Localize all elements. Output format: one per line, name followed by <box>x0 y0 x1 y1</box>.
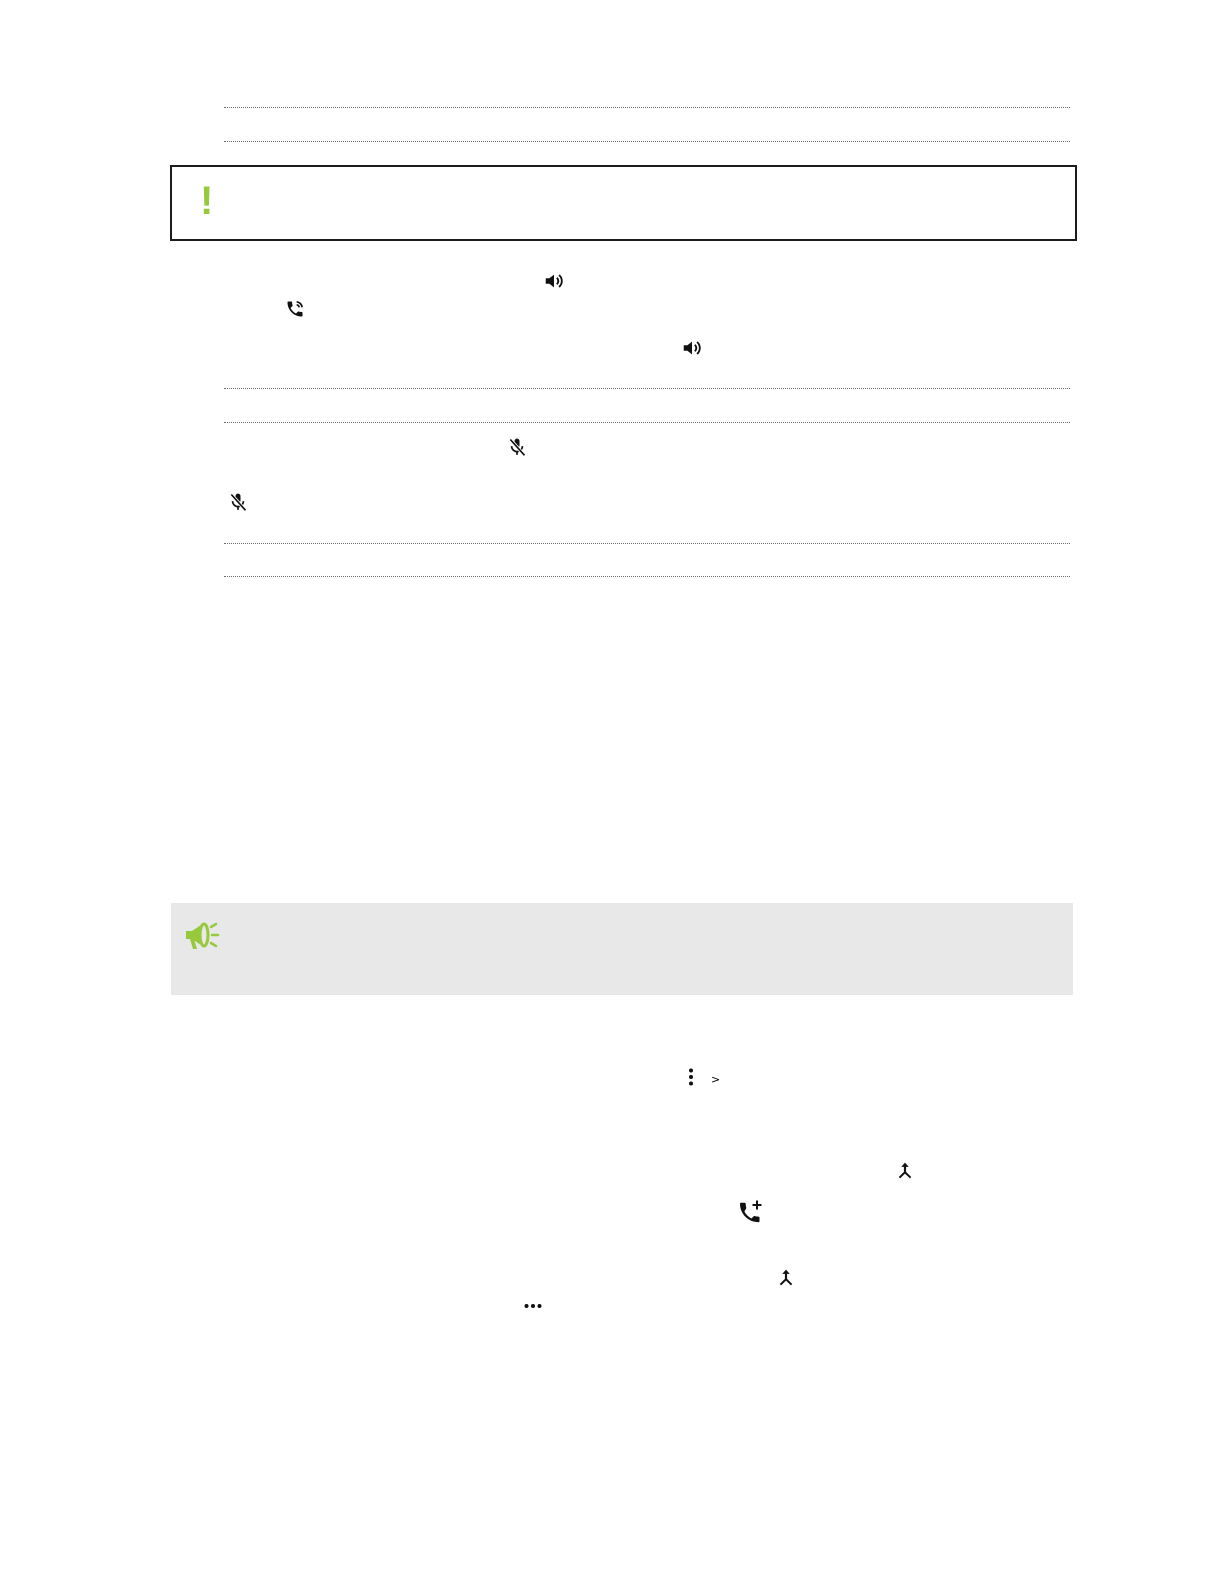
speaker-icon <box>543 270 565 292</box>
divider <box>224 576 1070 577</box>
more-horiz-icon <box>523 1301 543 1311</box>
menu-separator: > <box>711 1073 721 1086</box>
megaphone-icon <box>184 919 220 953</box>
divider <box>224 141 1070 142</box>
divider <box>224 543 1070 544</box>
mic-off-icon <box>507 436 527 458</box>
merge-call-icon <box>776 1267 796 1289</box>
add-call-icon <box>738 1199 764 1225</box>
speaker-icon <box>681 337 703 359</box>
important-note-box <box>170 165 1077 241</box>
divider <box>224 107 1070 108</box>
merge-call-icon <box>895 1160 915 1182</box>
mic-off-icon <box>228 491 248 513</box>
tip-note-box <box>171 903 1073 995</box>
more-vert-icon <box>686 1067 696 1087</box>
phone-ringing-icon <box>285 299 305 319</box>
divider <box>224 422 1070 423</box>
divider <box>224 388 1070 389</box>
important-icon: ! <box>200 179 214 223</box>
